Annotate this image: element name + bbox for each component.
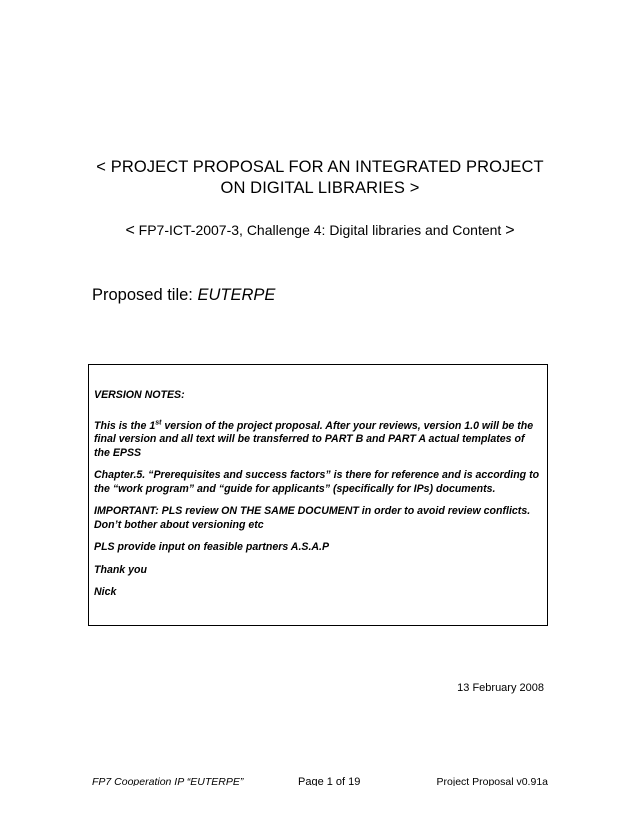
- version-notes-box: [88, 364, 548, 626]
- footer-left: FP7 Cooperation IP “EUTERPE”: [92, 776, 244, 786]
- paragraph-1-rest: version of the project proposal. After your reviews, version 1.0 will be the final version and all text will be transferred to PART B and PART A actual templates of the EPSS: [94, 419, 534, 459]
- title-line-2: ON DIGITAL LIBRARIES >: [220, 179, 420, 197]
- page-footer: [92, 774, 548, 786]
- proposed-title: [92, 284, 275, 306]
- proposed-title-label: Proposed tile:: [92, 286, 198, 304]
- footer-page-number: Page 1 of 19: [298, 776, 361, 786]
- version-notes-paragraph-1: [94, 420, 541, 461]
- document-title: [60, 157, 580, 199]
- version-notes-paragraph-3: IMPORTANT: PLS review ON THE SAME DOCUMENT in order to avoid review conflicts. Don’t bother about versioning etc: [94, 505, 531, 531]
- version-notes-heading: VERSION NOTES:: [94, 389, 185, 401]
- call-identifier: [60, 220, 580, 241]
- title-line-1: < PROJECT PROPOSAL FOR AN INTEGRATED PROJECT: [96, 158, 544, 176]
- call-close-bracket: >: [505, 222, 515, 239]
- version-notes-paragraph-4: PLS provide input on feasible partners A.S.A.P: [94, 541, 330, 553]
- version-notes-paragraph-5: Thank you: [94, 563, 147, 576]
- paragraph-1-prefix: This is the 1: [94, 419, 156, 432]
- call-text: FP7-ICT-2007-3, Challenge 4: Digital libraries and Content: [134, 222, 506, 238]
- document-date: 13 February 2008: [457, 682, 544, 694]
- proposed-title-name: EUTERPE: [197, 286, 276, 304]
- version-notes-paragraph-2: Chapter.5. “Prerequisites and success factors” is there for reference and is according to the “work program” and “guide for applicants” (specifically for IPs) documents.: [94, 469, 540, 495]
- paragraph-1-superscript: st: [155, 418, 162, 426]
- call-open-bracket: <: [125, 222, 135, 239]
- version-notes-signature: Nick: [94, 586, 117, 598]
- footer-right: Project Proposal v0.91a: [436, 776, 548, 786]
